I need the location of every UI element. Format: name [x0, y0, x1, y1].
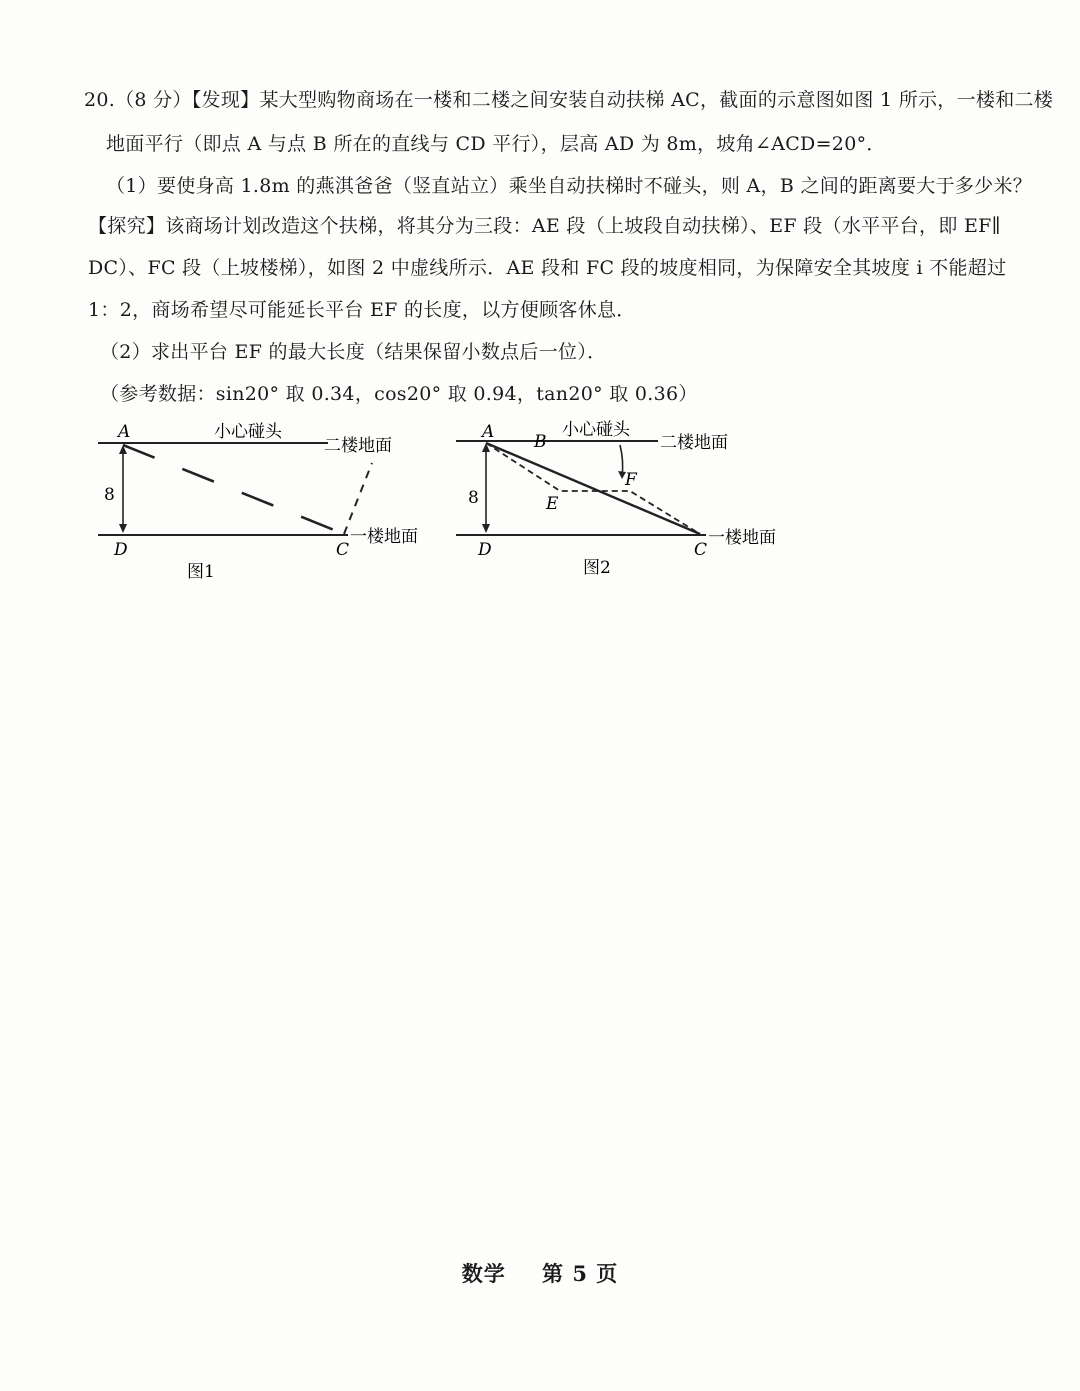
fig1-warning-label: 小心碰头 — [214, 422, 282, 442]
fig2-warning-label: 小心碰头 — [562, 420, 630, 440]
footer-page-number: 第 5 页 — [542, 1261, 619, 1286]
fig2-label-b: B — [534, 432, 547, 452]
fig2-height-label: 8 — [468, 488, 479, 508]
fig2-label-e: E — [546, 494, 559, 514]
fig2-first-floor-label: 一楼地面 — [708, 528, 776, 548]
question-line-7: （2）求出平台 EF 的最大长度（结果保留小数点后一位）． — [100, 341, 607, 363]
fig2-caption: 图2 — [583, 558, 611, 578]
fig1-arrow-head-bottom — [119, 524, 127, 533]
fig1-head-clearance-line — [344, 463, 372, 534]
question-line-4: 【探究】该商场计划改造这个扶梯，将其分为三段：AE 段（上坡段自动扶梯）、EF 段（水平平台，即 EF∥ — [88, 215, 1001, 237]
figure-1 — [90, 415, 440, 590]
fig1-label-c: C — [336, 540, 350, 560]
fig1-label-a: A — [118, 422, 131, 442]
question-line-1: 20.（8 分）【发现】某大型购物商场在一楼和二楼之间安装自动扶梯 AC，截面的示意图如图 1 所示，一楼和二楼 — [84, 89, 1054, 111]
question-line-2: 地面平行（即点 A 与点 B 所在的直线与 CD 平行），层高 AD 为 8m，坡角∠ACD=20°． — [106, 133, 886, 155]
fig1-height-label: 8 — [104, 485, 115, 505]
fig2-second-floor-label: 二楼地面 — [660, 433, 728, 453]
figure-2 — [450, 415, 805, 590]
fig1-second-floor-label: 二楼地面 — [324, 436, 392, 456]
fig1-first-floor-label: 一楼地面 — [350, 527, 418, 547]
fig2-label-c: C — [694, 540, 708, 560]
fig2-label-d: D — [478, 540, 492, 560]
question-line-5: DC）、FC 段（上坡楼梯），如图 2 中虚线所示．AE 段和 FC 段的坡度相同，为保障安全其坡度 i 不能超过 — [88, 257, 1007, 279]
fig2-arrow-head-bottom — [482, 524, 490, 533]
page-footer — [0, 1258, 1080, 1288]
fig2-label-f: F — [625, 470, 637, 490]
question-line-3: （1）要使身高 1.8m 的燕淇爸爸（竖直站立）乘坐自动扶梯时不碰头，则 A，B 之间的距离要大于多少米？ — [106, 175, 1033, 197]
question-line-8: （参考数据：sin20° 取 0.34，cos20° 取 0.94，tan20° 取 0.36） — [100, 383, 698, 405]
fig2-label-a: A — [482, 422, 495, 442]
fig1-label-d: D — [114, 540, 128, 560]
fig1-escalator-ac — [123, 445, 344, 534]
question-line-6: 1：2，商场希望尽可能延长平台 EF 的长度，以方便顾客休息． — [88, 299, 636, 321]
fig1-caption: 图1 — [187, 562, 215, 582]
fig2-escalator-ac — [486, 443, 700, 534]
footer-subject: 数学 — [461, 1261, 506, 1286]
